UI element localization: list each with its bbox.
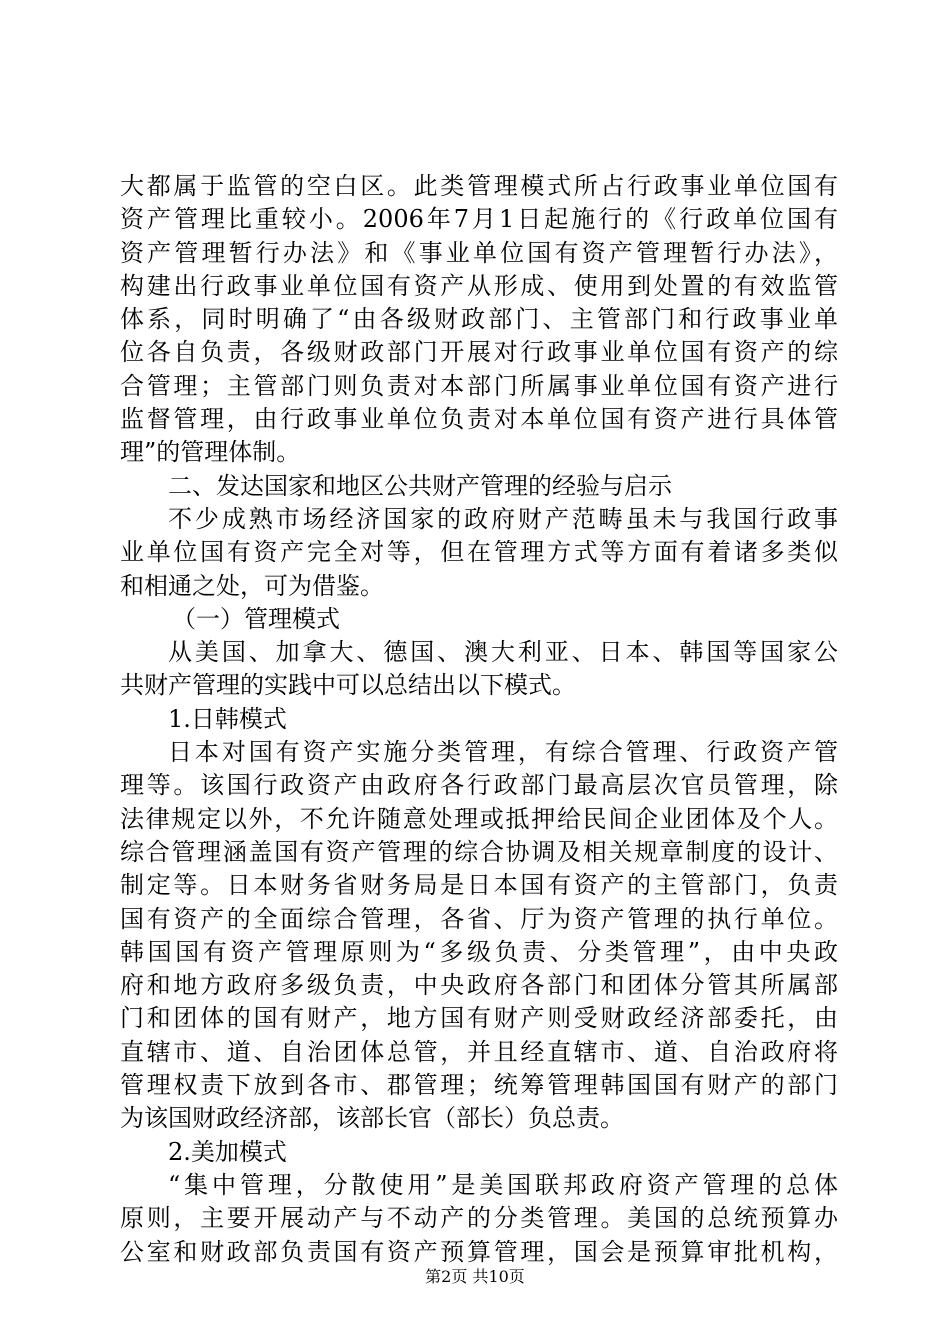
text-line: 合管理；主管部门则负责对本部门所属事业单位国有资产进行 bbox=[120, 371, 838, 400]
text-line: 公室和财政部负责国有资产预算管理，国会是预算审批机构， bbox=[120, 1237, 838, 1266]
text-line: 日本对国有资产实施分类管理，有综合管理、行政资产管 bbox=[168, 738, 838, 767]
text-line: 大都属于监管的空白区。此类管理模式所占行政事业单位国有 bbox=[120, 172, 838, 200]
text-line: 监督管理，由行政事业单位负责对本单位国有资产进行具体管 bbox=[120, 405, 838, 434]
text-line: 1.日韩模式 bbox=[168, 704, 287, 733]
text-line: 直辖市、道、自治团体总管，并且经直辖市、道、自治政府将 bbox=[120, 1037, 838, 1066]
text-line: 韩国国有资产管理原则为“多级负责、分类管理”，由中央政 bbox=[120, 937, 838, 966]
text-line: 从美国、加拿大、德国、澳大利亚、日本、韩国等国家公 bbox=[168, 638, 838, 667]
text-line: 门和团体的国有财产，地方国有财产则受财政经济部委托，由 bbox=[120, 1004, 838, 1033]
text-line: 共财产管理的实践中可以总结出以下模式。 bbox=[120, 671, 576, 700]
text-line: 综合管理涵盖国有资产管理的综合协调及相关规章制度的设计、 bbox=[120, 837, 838, 866]
text-line: “集中管理，分散使用”是美国联邦政府资产管理的总体 bbox=[168, 1170, 838, 1199]
text-line: 管理权责下放到各市、郡管理；统筹管理韩国国有财产的部门 bbox=[120, 1071, 838, 1100]
page-footer: 第2页 共10页 bbox=[425, 1267, 525, 1286]
text-line: 制定等。日本财务省财务局是日本国有资产的主管部门，负责 bbox=[120, 871, 838, 900]
text-line: 构建出行政事业单位国有资产从形成、使用到处置的有效监管 bbox=[120, 271, 838, 300]
text-line: 国有资产的全面综合管理，各省、厅为资产管理的执行单位。 bbox=[120, 904, 838, 933]
text-line: 府和地方政府多级负责，中央政府各部门和团体分管其所属部 bbox=[120, 971, 838, 1000]
text-line: 不少成熟市场经济国家的政府财产范畴虽未与我国行政事 bbox=[168, 504, 838, 533]
text-line: 和相通之处，可为借鉴。 bbox=[120, 571, 384, 600]
document-body bbox=[120, 170, 838, 1269]
text-line: 理等。该国行政资产由政府各行政部门最高层次官员管理，除 bbox=[120, 771, 838, 800]
text-line: 资产管理比重较小。2006年7月1日起施行的《行政单位国有 bbox=[120, 205, 838, 234]
text-line: 原则，主要开展动产与不动产的分类管理。美国的总统预算办 bbox=[120, 1204, 838, 1233]
text-line: 理”的管理体制。 bbox=[120, 438, 301, 467]
text-line: 体系，同时明确了“由各级财政部门、主管部门和行政事业单 bbox=[120, 305, 838, 334]
text-line: （一）管理模式 bbox=[172, 604, 340, 633]
text-line: 业单位国有资产完全对等，但在管理方式等方面有着诸多类似 bbox=[120, 538, 838, 567]
text-line: 资产管理暂行办法》和《事业单位国有资产管理暂行办法》， bbox=[120, 238, 838, 267]
text-line: 二、发达国家和地区公共财产管理的经验与启示 bbox=[168, 471, 672, 500]
text-line: 为该国财政经济部，该部长官（部长）负总责。 bbox=[120, 1104, 624, 1133]
text-line: 2.美加模式 bbox=[168, 1137, 287, 1166]
text-line: 位各自负责，各级财政部门开展对行政事业单位国有资产的综 bbox=[120, 338, 838, 367]
text-line: 法律规定以外，不允许随意处理或抵押给民间企业团体及个人。 bbox=[120, 804, 838, 833]
